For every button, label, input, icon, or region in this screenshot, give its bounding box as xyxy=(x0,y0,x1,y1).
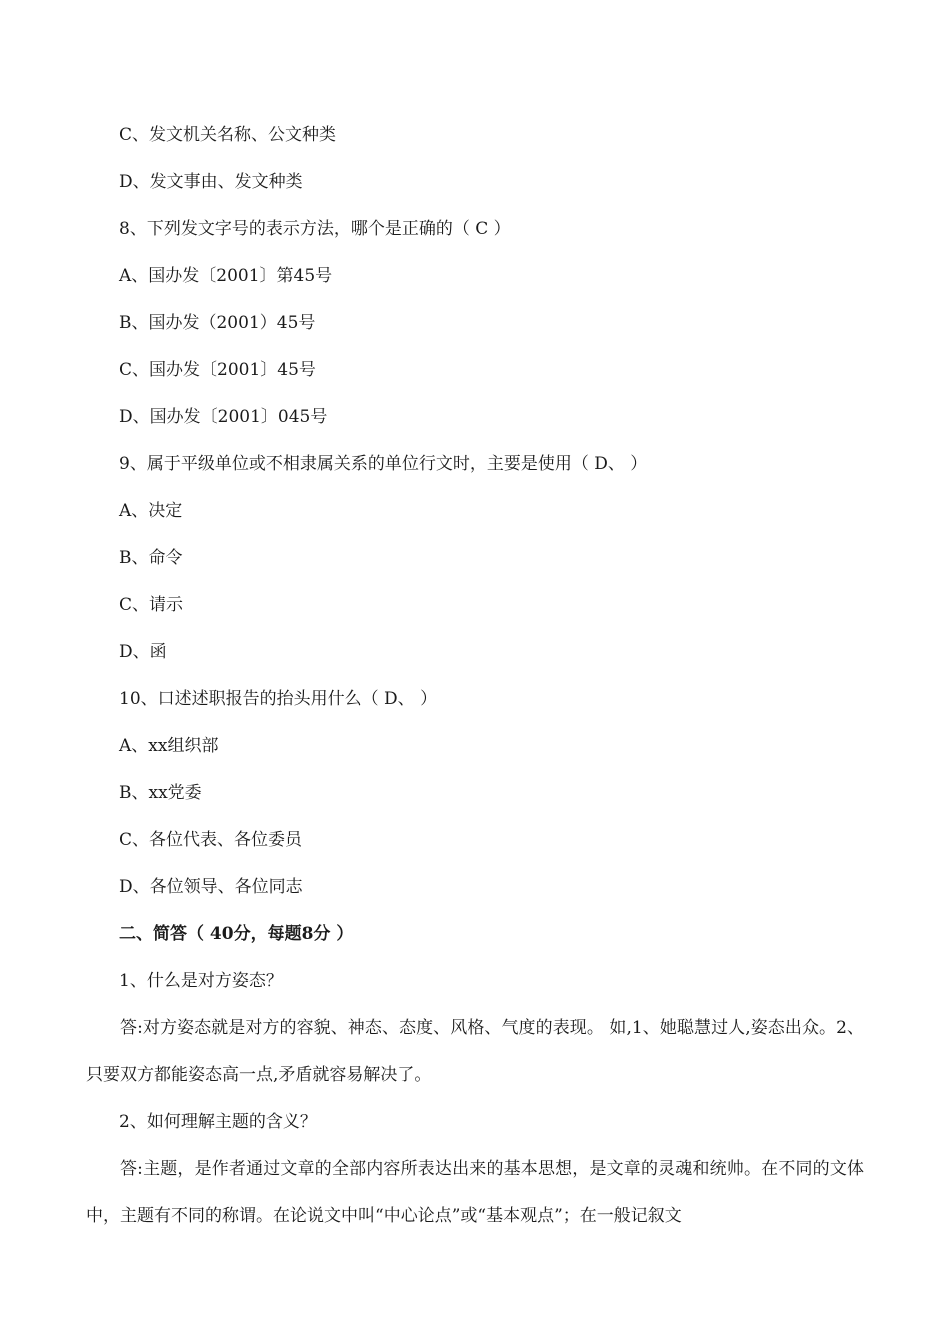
question-8: 8、下列发文字号的表示方法，哪个是正确的（ C ） xyxy=(119,219,511,239)
question-8-option-c: C、国办发〔2001〕45号 xyxy=(119,360,316,380)
question-8-option-a: A、国办发〔2001〕第45号 xyxy=(119,266,333,286)
short-answer-answer-2: 答:主题，是作者通过文章的全部内容所表达出来的基本思想，是文章的灵魂和统帅。在不同的文体中，主题有不同的称谓。在论说文中叫“中心论点”或“基本观点”；在一般记叙文 xyxy=(86,1159,864,1226)
question-10-option-c: C、各位代表、各位委员 xyxy=(119,830,303,850)
question-9-option-b: B、命令 xyxy=(119,548,183,568)
question-10-option-a: A、xx组织部 xyxy=(119,736,219,756)
question-9-option-d: D、函 xyxy=(119,642,167,662)
option-c-line: C、发文机关名称、公文种类 xyxy=(119,125,337,145)
question-10-option-b: B、xx党委 xyxy=(119,783,202,803)
option-d-line: D、发文事由、发文种类 xyxy=(119,172,303,192)
question-9-option-a: A、决定 xyxy=(119,501,183,521)
question-10: 10、口述述职报告的抬头用什么（ D、 ） xyxy=(119,689,438,709)
question-10-option-d: D、各位领导、各位同志 xyxy=(119,877,303,897)
question-8-option-d: D、国办发〔2001〕045号 xyxy=(119,407,328,427)
short-answer-answer-1: 答:对方姿态就是对方的容貌、神态、态度、风格、气度的表现。 如,1、她聪慧过人,姿态出众。2、 只要双方都能姿态高一点,矛盾就容易解决了。 xyxy=(86,1018,864,1085)
short-answer-question-2: 2、如何理解主题的含义？ xyxy=(119,1112,317,1132)
question-9-option-c: C、请示 xyxy=(119,595,184,615)
question-8-option-b: B、国办发（2001）45号 xyxy=(119,313,316,333)
short-answer-question-1: 1、什么是对方姿态？ xyxy=(119,971,283,991)
section-heading: 二、简答（ 40分，每题8分 ） xyxy=(119,924,354,944)
question-9: 9、属于平级单位或不相隶属关系的单位行文时，主要是使用（ D、 ） xyxy=(119,454,648,474)
